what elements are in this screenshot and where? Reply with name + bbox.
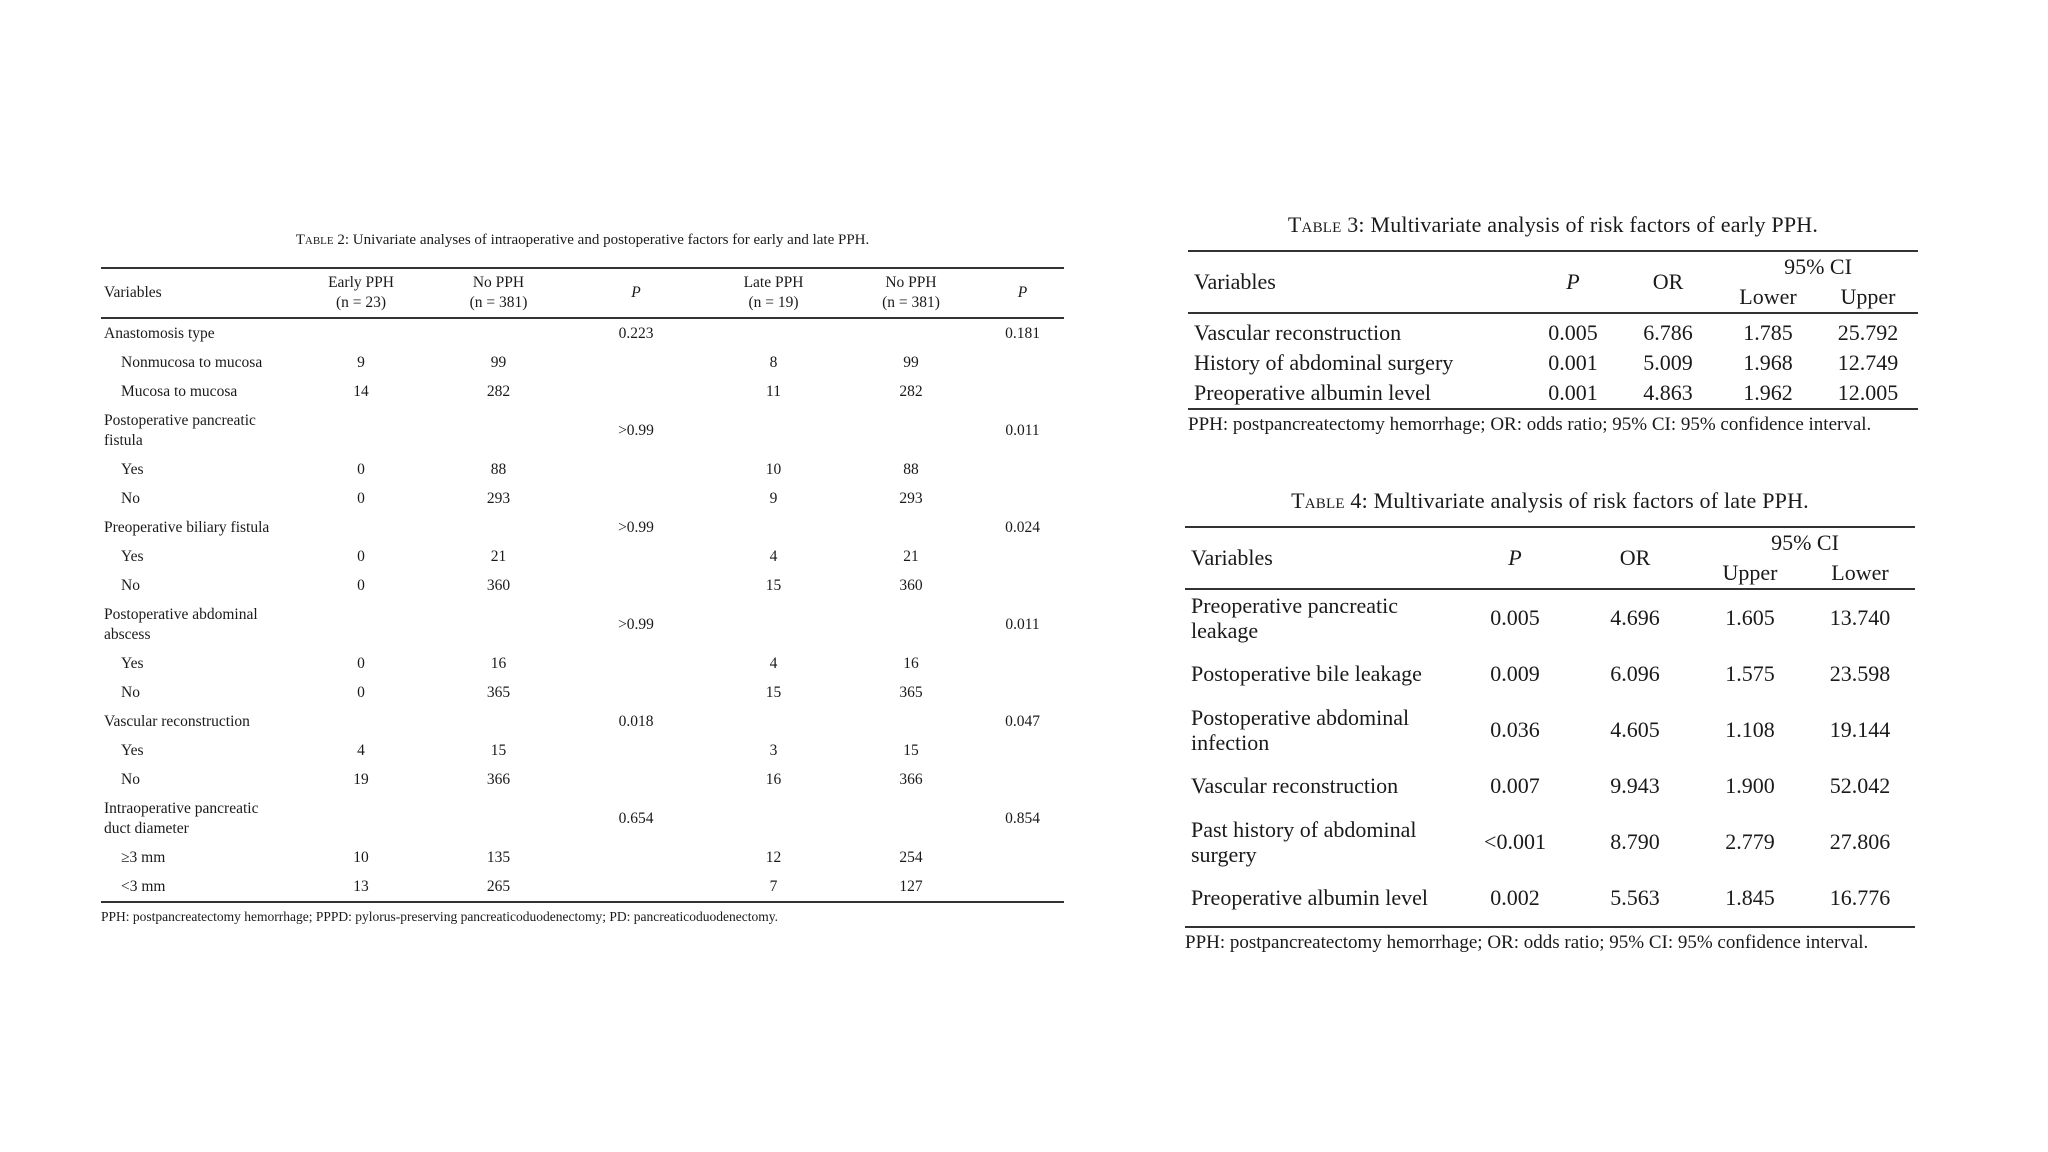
- row-label: <3 mm: [121, 877, 166, 895]
- cell-p-2: 0.047: [1005, 712, 1040, 730]
- table-row: [101, 484, 1064, 513]
- cell-no-pph-1: 293: [486, 489, 511, 507]
- cell-p-1: [566, 348, 706, 377]
- header-upper: Upper: [1722, 560, 1778, 585]
- cell-early: 14: [353, 382, 369, 400]
- row-label: Intraoperative pancreatic duct diameter: [104, 799, 259, 837]
- table-row: [101, 377, 1064, 406]
- cell-late: 4: [769, 654, 778, 672]
- cell-p: 0.001: [1548, 350, 1598, 376]
- cell-no-pph-2: [841, 600, 981, 649]
- table-row: [1185, 646, 1915, 702]
- header-late-pph-n: (n = 19): [748, 294, 799, 312]
- header-late-pph-label: Late PPH: [743, 274, 804, 291]
- table3-header-row-1: [1188, 251, 1918, 282]
- cell-no-pph-1: [431, 318, 566, 348]
- cell-p: 0.009: [1490, 661, 1540, 687]
- header-upper: Upper: [1840, 284, 1896, 309]
- cell-no-pph-1: 282: [486, 382, 511, 400]
- cell-late: [706, 707, 841, 736]
- table3-block: [1188, 212, 1918, 437]
- cell-ci-2: 27.806: [1829, 829, 1891, 855]
- cell-no-pph-1: 265: [486, 877, 511, 895]
- table4-footnote: PPH: postpancreatectomy hemorrhage; OR: odds ratio; 95% CI: 95% confidence interval.: [1185, 932, 1869, 953]
- cell-no-pph-2: 15: [903, 741, 919, 759]
- table-row: [101, 736, 1064, 765]
- row-label: Yes: [121, 654, 144, 672]
- cell-no-pph-1: [431, 513, 566, 542]
- row-label: Past history of abdominal surgery: [1191, 816, 1417, 867]
- header-early-pph-n: (n = 23): [335, 294, 387, 312]
- cell-late: [706, 513, 841, 542]
- cell-p-2: 0.854: [1005, 809, 1040, 827]
- cell-p-1: [566, 872, 706, 902]
- table-row: [101, 872, 1064, 902]
- cell-early: [291, 707, 431, 736]
- table-row: [101, 794, 1064, 843]
- cell-late: 4: [769, 547, 778, 565]
- cell-late: 10: [765, 460, 782, 478]
- table-row: [1185, 702, 1915, 758]
- cell-late: 15: [765, 683, 782, 701]
- header-early-pph-label: Early PPH: [328, 274, 394, 291]
- cell-no-pph-2: 16: [903, 654, 919, 672]
- header-p: P: [1566, 269, 1580, 294]
- table-row: [101, 571, 1064, 600]
- cell-early: 4: [357, 741, 365, 759]
- cell-p: 0.001: [1548, 380, 1598, 406]
- cell-p-1: [566, 542, 706, 571]
- row-label: Yes: [121, 741, 144, 759]
- cell-late: 8: [769, 353, 778, 371]
- cell-p-1: >0.99: [618, 518, 654, 536]
- cell-p-1: [566, 377, 706, 406]
- cell-early: 0: [357, 654, 365, 672]
- header-or: OR: [1652, 269, 1684, 294]
- cell-no-pph-2: 366: [899, 770, 923, 788]
- cell-p: 0.036: [1490, 717, 1540, 743]
- row-label: Nonmucosa to mucosa: [121, 353, 263, 371]
- cell-early: [291, 794, 431, 843]
- cell-no-pph-1: 16: [490, 654, 507, 672]
- row-label: ≥3 mm: [121, 848, 166, 866]
- cell-p-1: [566, 649, 706, 678]
- table-row: [101, 843, 1064, 872]
- cell-no-pph-1: 135: [486, 848, 511, 866]
- cell-p-1: >0.99: [618, 421, 654, 439]
- cell-no-pph-2: [841, 707, 981, 736]
- header-or: OR: [1619, 545, 1651, 570]
- header-variables: Variables: [104, 284, 162, 302]
- cell-p: <0.001: [1484, 829, 1546, 855]
- cell-p-1: >0.99: [618, 615, 654, 633]
- row-label: Vascular reconstruction: [1194, 320, 1402, 346]
- cell-no-pph-2: 21: [903, 547, 919, 565]
- table-row: [101, 765, 1064, 794]
- cell-p-2: 0.181: [1005, 324, 1040, 342]
- row-label: Yes: [121, 460, 144, 478]
- row-label: Preoperative albumin level: [1194, 380, 1432, 406]
- cell-lower: 1.962: [1743, 380, 1793, 406]
- cell-p: 0.005: [1548, 320, 1598, 346]
- cell-p-2: [981, 377, 1064, 406]
- cell-no-pph-2: 360: [899, 576, 923, 594]
- cell-no-pph-1: 365: [486, 683, 511, 701]
- table-row: [101, 542, 1064, 571]
- header-variables: Variables: [1191, 545, 1273, 570]
- table2-block: [101, 232, 1064, 925]
- table2-caption: [101, 232, 1064, 249]
- cell-lower: 1.968: [1743, 350, 1793, 376]
- cell-or: 5.009: [1643, 350, 1693, 376]
- row-label: No: [121, 770, 140, 788]
- row-label: Vascular reconstruction: [104, 712, 250, 730]
- cell-p: 0.002: [1490, 885, 1540, 911]
- table-row: [1185, 758, 1915, 814]
- row-label: Vascular reconstruction: [1191, 773, 1399, 799]
- row-label: Preoperative biliary fistula: [104, 518, 270, 536]
- cell-or: 4.863: [1643, 380, 1693, 406]
- cell-no-pph-1: [431, 707, 566, 736]
- cell-ci-1: 1.108: [1725, 717, 1775, 743]
- cell-p-1: [566, 736, 706, 765]
- cell-or: 4.696: [1610, 605, 1660, 631]
- cell-no-pph-2: [841, 318, 981, 348]
- cell-p-1: 0.654: [618, 809, 654, 827]
- table-row: [101, 649, 1064, 678]
- cell-late: [706, 406, 841, 455]
- cell-p-2: 0.011: [1005, 421, 1040, 439]
- cell-lower: 1.785: [1743, 320, 1793, 346]
- cell-no-pph-1: 15: [490, 741, 507, 759]
- cell-no-pph-2: 365: [899, 683, 923, 701]
- cell-p-2: [981, 872, 1064, 902]
- header-lower: Lower: [1831, 560, 1889, 585]
- table4-caption-prefix: Table 4:: [1291, 488, 1368, 513]
- row-label: No: [121, 683, 140, 701]
- cell-p-1: [566, 765, 706, 794]
- cell-no-pph-2: [841, 794, 981, 843]
- table-row: [1185, 589, 1915, 646]
- cell-early: [291, 513, 431, 542]
- cell-early: [291, 600, 431, 649]
- row-label: Postoperative bile leakage: [1191, 661, 1422, 687]
- header-no-pph-2-n: (n = 381): [882, 294, 940, 312]
- cell-ci-2: 19.144: [1829, 717, 1891, 743]
- row-label: Preoperative albumin level: [1191, 885, 1429, 911]
- cell-p: 0.007: [1490, 773, 1540, 799]
- table3-caption-prefix: Table 3:: [1287, 212, 1365, 237]
- header-p-2: P: [1017, 284, 1028, 302]
- cell-p-1: [566, 571, 706, 600]
- cell-no-pph-1: 88: [490, 460, 507, 478]
- cell-no-pph-2: [841, 406, 981, 455]
- cell-ci-1: 2.779: [1725, 829, 1775, 855]
- cell-p-2: [981, 542, 1064, 571]
- cell-ci-1: 1.575: [1725, 661, 1775, 687]
- cell-late: 11: [766, 382, 781, 400]
- table-row: [101, 513, 1064, 542]
- cell-no-pph-1: [431, 406, 566, 455]
- cell-early: 0: [357, 489, 365, 507]
- cell-no-pph-2: 282: [899, 382, 923, 400]
- table2-header-row: [101, 268, 1064, 318]
- cell-or: 6.096: [1610, 661, 1660, 687]
- cell-no-pph-1: [431, 600, 566, 649]
- cell-p-1: [566, 843, 706, 872]
- cell-no-pph-1: 99: [490, 353, 507, 371]
- cell-p-1: 0.223: [618, 324, 654, 342]
- cell-upper: 25.792: [1837, 320, 1899, 346]
- cell-no-pph-1: 360: [486, 576, 511, 594]
- cell-p-2: [981, 736, 1064, 765]
- cell-late: 3: [769, 741, 778, 759]
- row-label: Postoperative abdominal abscess: [104, 605, 258, 643]
- cell-early: 0: [357, 576, 365, 594]
- cell-p-2: [981, 843, 1064, 872]
- cell-ci-1: 1.845: [1725, 885, 1775, 911]
- cell-or: 4.605: [1610, 717, 1660, 743]
- table-row: [101, 318, 1064, 348]
- table-row: [101, 678, 1064, 707]
- cell-p-2: [981, 348, 1064, 377]
- cell-early: 9: [357, 353, 365, 371]
- table3-caption-text: Multivariate analysis of risk factors of early PPH.: [1370, 212, 1819, 237]
- cell-no-pph-2: [841, 513, 981, 542]
- cell-p-1: 0.018: [618, 712, 654, 730]
- cell-p-2: [981, 455, 1064, 484]
- cell-early: 13: [353, 877, 369, 895]
- header-early-pph: [291, 268, 431, 318]
- header-late-pph: [706, 268, 841, 318]
- header-no-pph-1-n: (n = 381): [469, 294, 528, 312]
- table-row: [101, 455, 1064, 484]
- cell-p-1: [566, 484, 706, 513]
- cell-p-2: 0.011: [1005, 615, 1040, 633]
- cell-late: [706, 318, 841, 348]
- table2: [101, 267, 1064, 903]
- cell-late: 15: [765, 576, 782, 594]
- cell-early: [291, 406, 431, 455]
- cell-p-2: [981, 649, 1064, 678]
- row-label: Yes: [121, 547, 144, 565]
- cell-or: 8.790: [1610, 829, 1660, 855]
- table-row: [1185, 870, 1915, 927]
- cell-or: 9.943: [1610, 773, 1660, 799]
- cell-ci-2: 16.776: [1829, 885, 1891, 911]
- header-no-pph-2-label: No PPH: [885, 274, 937, 291]
- row-label: No: [121, 576, 140, 594]
- cell-p-2: [981, 765, 1064, 794]
- cell-ci-2: 13.740: [1829, 605, 1891, 631]
- row-label: Postoperative pancreatic fistula: [104, 411, 256, 449]
- table-row: [1185, 814, 1915, 870]
- header-p: P: [1508, 545, 1522, 570]
- cell-late: 16: [765, 770, 782, 788]
- header-no-pph-1: [431, 268, 566, 318]
- table4-caption: [1185, 488, 1915, 514]
- header-no-pph-2: [841, 268, 981, 318]
- cell-ci-1: 1.900: [1725, 773, 1775, 799]
- row-label: Postoperative abdominal infection: [1191, 704, 1410, 755]
- table3: [1188, 250, 1918, 410]
- cell-p-2: [981, 484, 1064, 513]
- table3-footnote: PPH: postpancreatectomy hemorrhage; OR: odds ratio; 95% CI: 95% confidence interval.: [1188, 414, 1872, 435]
- table4-caption-text: Multivariate analysis of risk factors of late PPH.: [1373, 488, 1809, 513]
- cell-late: [706, 600, 841, 649]
- cell-p: 0.005: [1490, 605, 1540, 631]
- cell-no-pph-1: 366: [486, 770, 511, 788]
- cell-no-pph-1: [431, 794, 566, 843]
- cell-early: 0: [357, 460, 365, 478]
- header-lower: Lower: [1739, 284, 1797, 309]
- cell-late: [706, 794, 841, 843]
- cell-upper: 12.005: [1837, 380, 1899, 406]
- cell-upper: 12.749: [1837, 350, 1899, 376]
- cell-p-1: [566, 455, 706, 484]
- row-label: Anastomosis type: [104, 324, 215, 342]
- cell-early: 0: [357, 683, 365, 701]
- cell-p-2: [981, 571, 1064, 600]
- row-label: History of abdominal surgery: [1194, 350, 1454, 376]
- table-row: [1188, 348, 1918, 378]
- table2-caption-text: Univariate analyses of intraoperative and postoperative factors for early and late PPH.: [352, 232, 870, 248]
- cell-late: 9: [769, 489, 778, 507]
- header-no-pph-1-label: No PPH: [472, 274, 525, 291]
- row-label: No: [121, 489, 140, 507]
- cell-no-pph-2: 293: [899, 489, 923, 507]
- cell-no-pph-2: 254: [899, 848, 923, 866]
- cell-no-pph-1: 21: [490, 547, 507, 565]
- cell-early: 10: [353, 848, 369, 866]
- cell-or: 5.563: [1610, 885, 1660, 911]
- table-row: [101, 348, 1064, 377]
- cell-early: 0: [357, 547, 365, 565]
- cell-ci-1: 1.605: [1725, 605, 1775, 631]
- header-95ci: 95% CI: [1771, 530, 1839, 555]
- row-label: Mucosa to mucosa: [121, 382, 238, 400]
- table4-block: [1185, 488, 1915, 955]
- cell-no-pph-2: 127: [899, 877, 923, 895]
- cell-late: 12: [765, 848, 782, 866]
- table-row: [101, 406, 1064, 455]
- cell-ci-2: 52.042: [1829, 773, 1891, 799]
- table-row: [1188, 313, 1918, 348]
- row-label: Preoperative pancreatic leakage: [1191, 592, 1399, 643]
- cell-p-2: [981, 678, 1064, 707]
- cell-late: 7: [769, 877, 778, 895]
- header-95ci: 95% CI: [1784, 254, 1852, 279]
- cell-p-1: [566, 678, 706, 707]
- table-row: [101, 707, 1064, 736]
- table-row: [1188, 378, 1918, 409]
- cell-or: 6.786: [1643, 320, 1693, 346]
- table2-footnote: PPH: postpancreatectomy hemorrhage; PPPD: pylorus-preserving pancreaticoduodenectomy; PD: pancreaticoduodenectomy.: [101, 909, 778, 925]
- table4-header-row-1: [1185, 527, 1915, 558]
- cell-early: [291, 318, 431, 348]
- cell-p-2: 0.024: [1005, 518, 1040, 536]
- header-variables: Variables: [1194, 269, 1276, 294]
- table4: [1185, 526, 1915, 928]
- cell-ci-2: 23.598: [1829, 661, 1891, 687]
- table2-caption-prefix: Table 2:: [295, 232, 350, 248]
- table-row: [101, 600, 1064, 649]
- cell-no-pph-2: 88: [903, 460, 919, 478]
- cell-early: 19: [353, 770, 369, 788]
- table3-caption: [1188, 212, 1918, 238]
- cell-no-pph-2: 99: [903, 353, 919, 371]
- header-p-1: P: [631, 284, 641, 302]
